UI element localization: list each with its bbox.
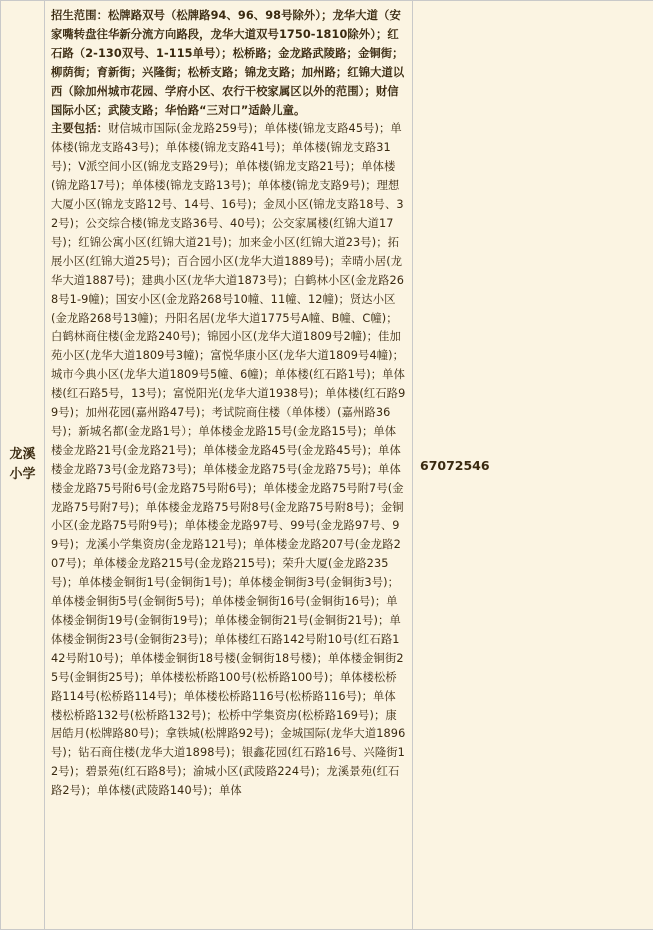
enrollment-range-cell [45, 1, 413, 930]
table-row [1, 1, 653, 930]
phone-number: 67072546 [420, 458, 490, 473]
enrollment-scope-text: 松牌路双号（松牌路94、96、98号除外）；龙华大道（安家嘴转盘往华新分流方向路段，龙华大道双号1750-1810除外）；红石路（2-130双号、1-115单号）；松桥路；金龙路武陵路；金铜街；柳荫街；育新街；兴隆街；松桥支路；锦龙支路；加州路；红锦大道以西（除加州城市花园、学府小区、农行干校家属区以外的范围）；财信国际小区；武陵支路；华怡路“三对口”适龄儿童。 [51, 9, 404, 117]
phone-cell [413, 1, 653, 930]
enrollment-scope-paragraph [51, 7, 406, 120]
school-name-cell [1, 1, 45, 930]
main-includes-text: 财信城市国际(金龙路259号)；单体楼(锦龙支路45号)；单体楼(锦龙支路43号)；单体楼(锦龙支路41号)；单体楼(锦龙支路31号)；V派空间小区(锦龙支路29号)；单体楼(锦龙支路21号)；单体楼(锦龙路17号)；单体楼(锦龙支路13号)；单体楼(锦龙支路9号)；理想大厦小区(锦龙支路12号、14号、16号)；金凤小区(锦龙支路18号、32号)；公交综合楼(锦龙支路36号、40号)；公交家属楼(红锦大道17号)；红锦公寓小区(红锦大道21号)；加来金小区(红锦大道23号)；拓展小区(红锦大道25号)；百合园小区(龙华大道1889号)；幸晴小居(龙华大道1887号)；建典小区(龙华大道1873号)；白鹤林小区(金龙路268号1-9幢)；国安小区(金龙路268号10幢、11幢、12幢)；贤达小区(金龙路268号13幢)；丹阳名居(龙华大道1775号A幢、B幢、C幢)；白鹤林商住楼(金龙路240号)；锦园小区(龙华大道1809号2幢)；佳加苑小区(龙华大道1809号3幢)；富悦华康小区(龙华大道1809号4幢)；城市今典小区(龙华大道1809号5幢、6幢)；单体楼(红石路1号)；单体楼(红石路5号，13号)；富悦阳光(龙华大道1938号)；单体楼(红石路99号)；加州花园(嘉州路47号)；考试院商住楼（单体楼）(嘉州路36号)；新城名都(金龙路1号）；单体楼金龙路15号(金龙路15号)；单体楼金龙路21号(金龙路21号)；单体楼金龙路45号(金龙路45号)；单体楼金龙路73号(金龙路73号)；单体楼金龙路75号(金龙路75号)；单体楼金龙路75号附6号(金龙路75号附6号)；单体楼金龙路75号附7号(金龙路75号附7号)；单体楼金龙路75号附8号(金龙路75号附8号)；金铜小区(金龙路75号附9号)；单体楼金龙路97号、99号(金龙路97号、99号)；龙溪小学集资房(金龙路121号)；单体楼金龙路207号(金龙路207号)；单体楼金龙路215号(金龙路215号)；荣升大厦(金龙路235号)；单体楼金铜街1号(金铜街1号)；单体楼金铜街3号(金铜街3号)；单体楼金铜街5号(金铜街5号)；单体楼金铜街16号(金铜街16号)；单体楼金铜街19号(金铜街19号)；单体楼金铜街21号(金铜街21号)；单体楼金铜街23号(金铜街23号)；单体楼红石路142号附10号(红石路142号附10号)；单体楼金铜街18号楼(金铜街18号楼)；单体楼金铜街25号(金铜街25号)；单体楼松桥路100号(松桥路100号)；单体楼松桥路114号(松桥路114号)；单体楼松桥路116号(松桥路116号)；单体楼松桥路132号(松桥路132号)；松桥中学集资房(松桥路169号)；康居皓月(松牌路80号)；拿铁城(松牌路92号)；金城国际(龙华大道1896号)；钻石商住楼(龙华大道1898号)；银鑫花园(红石路16号、兴隆街12号)；碧景苑(红石路8号)；渝城小区(武陵路224号)；龙溪景苑(红石路2号)；单体楼(武陵路140号)；单体 [51, 122, 405, 797]
main-includes-label: 主要包括： [51, 122, 108, 135]
school-name: 龙溪小学 [9, 447, 35, 482]
enrollment-scope-label: 招生范围： [51, 9, 108, 22]
main-includes-paragraph [51, 120, 406, 801]
